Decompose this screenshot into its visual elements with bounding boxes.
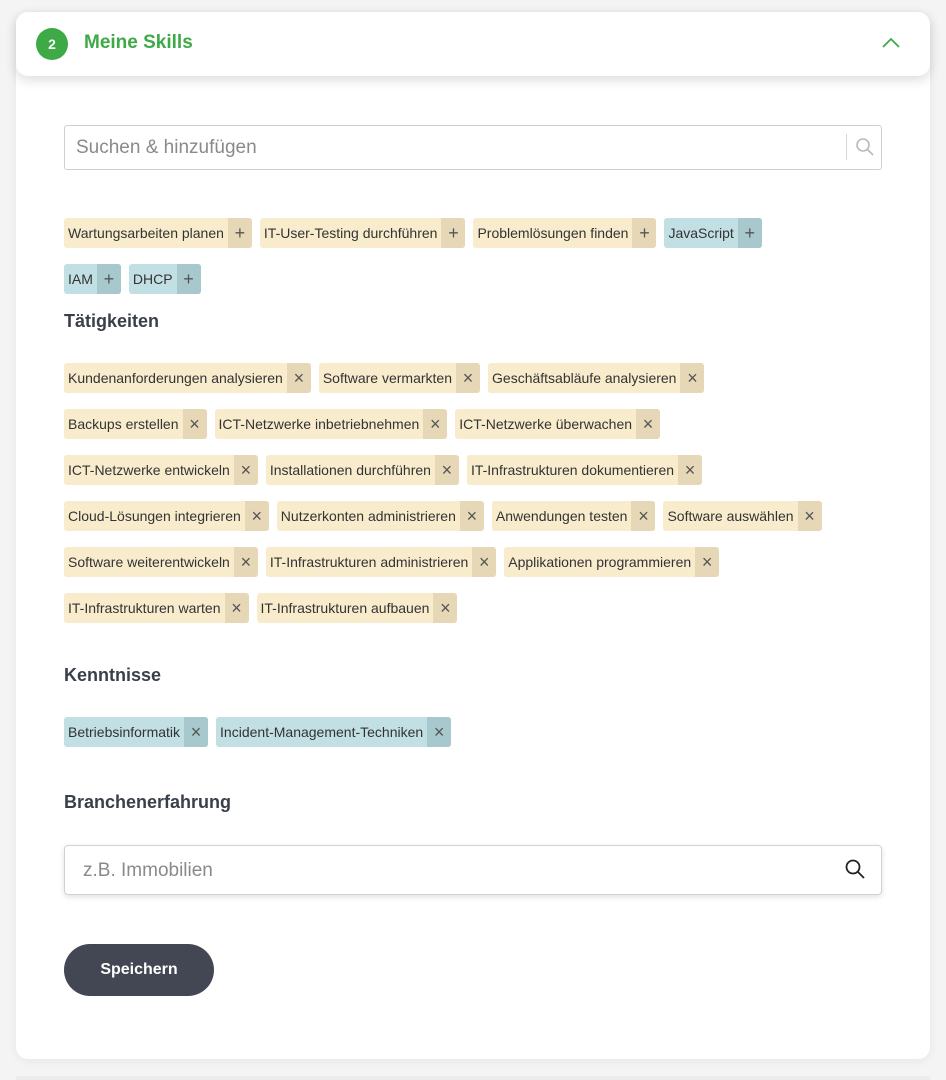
remove-skill-icon[interactable]: × (472, 547, 496, 577)
skill-search-box (64, 125, 882, 170)
skill-chip-label: IT-Infrastrukturen warten (68, 600, 221, 616)
skill-chip-label: Incident-Management-Techniken (220, 724, 424, 740)
skills-section-header[interactable] (16, 12, 930, 76)
suggested-skill-chip (64, 264, 121, 294)
skill-chip (64, 501, 269, 531)
industry-heading: Branchenerfahrung (64, 792, 232, 812)
skill-chip (266, 547, 496, 577)
next-section-edge (16, 1076, 930, 1080)
skill-chip-label: Geschäftsabläufe analysieren (492, 370, 677, 386)
skill-chip (663, 501, 821, 531)
step-number-badge: 2 (36, 28, 68, 60)
search-divider (846, 134, 847, 160)
chip-row (64, 547, 822, 577)
skill-chip-label: IT-Infrastrukturen aufbauen (260, 600, 430, 616)
chip-row (64, 501, 822, 531)
remove-skill-icon[interactable]: × (631, 501, 655, 531)
skill-chip-label: Wartungsarbeiten planen (68, 225, 224, 241)
skill-chip (64, 593, 249, 623)
skill-chip-label: ICT-Netzwerke entwickeln (68, 462, 230, 478)
skill-chip (277, 501, 484, 531)
skill-chip (455, 409, 660, 439)
remove-skill-icon[interactable]: × (678, 455, 702, 485)
skill-chip-label: Software auswählen (667, 508, 794, 524)
remove-skill-icon[interactable]: × (460, 501, 484, 531)
skill-chip-label: Betriebsinformatik (68, 724, 181, 740)
suggested-skill-chip (64, 218, 252, 248)
skill-chip-label: Cloud-Lösungen integrieren (68, 508, 241, 524)
skill-chip-label: Problemlösungen finden (477, 225, 629, 241)
remove-skill-icon[interactable]: × (184, 717, 208, 747)
chip-row (64, 593, 822, 623)
remove-skill-icon[interactable]: × (234, 455, 258, 485)
chip-row (64, 264, 762, 294)
remove-skill-icon[interactable]: × (456, 363, 480, 393)
skill-chip (467, 455, 702, 485)
remove-skill-icon[interactable]: × (798, 501, 822, 531)
skill-chip (64, 363, 311, 393)
add-skill-icon[interactable]: + (177, 264, 201, 294)
chip-row (64, 363, 822, 393)
skill-chip (492, 501, 656, 531)
skill-chip-label: DHCP (132, 271, 173, 287)
add-skill-icon[interactable]: + (738, 218, 762, 248)
skill-chip (216, 717, 451, 747)
save-button[interactable]: Speichern (64, 944, 214, 996)
industry-search-box (64, 845, 882, 895)
knowledge-heading: Kenntnisse (64, 665, 162, 685)
knowledge-list (64, 717, 451, 763)
remove-skill-icon[interactable]: × (680, 363, 704, 393)
suggested-skill-chip (664, 218, 761, 248)
add-skill-icon[interactable]: + (441, 218, 465, 248)
skill-chip (215, 409, 448, 439)
suggested-skill-chip (473, 218, 656, 248)
skill-chip (504, 547, 719, 577)
industry-search-input[interactable] (81, 857, 825, 885)
skill-chip (266, 455, 459, 485)
skill-chip-label: Installationen durchführen (269, 462, 431, 478)
skill-search-input[interactable] (74, 134, 838, 162)
skill-chip (64, 717, 208, 747)
section-title: Meine Skills (84, 32, 193, 53)
skill-chip (64, 455, 258, 485)
remove-skill-icon[interactable]: × (427, 717, 451, 747)
skill-chip-label: Software vermarkten (322, 370, 453, 386)
remove-skill-icon[interactable]: × (245, 501, 269, 531)
activities-heading: Tätigkeiten (64, 311, 160, 331)
chip-row (64, 717, 451, 747)
search-icon[interactable] (855, 137, 875, 157)
add-skill-icon[interactable]: + (97, 264, 121, 294)
remove-skill-icon[interactable]: × (695, 547, 719, 577)
suggested-skill-chip (129, 264, 201, 294)
remove-skill-icon[interactable]: × (435, 455, 459, 485)
remove-skill-icon[interactable]: × (423, 409, 447, 439)
skill-chip-label: Nutzerkonten administrieren (280, 508, 456, 524)
skill-chip (488, 363, 704, 393)
remove-skill-icon[interactable]: × (234, 547, 258, 577)
skill-chip-label: IT-Infrastrukturen dokumentieren (470, 462, 675, 478)
chip-row (64, 455, 822, 485)
chip-row (64, 218, 762, 248)
skill-chip-label: ICT-Netzwerke inbetriebnehmen (218, 416, 420, 432)
skill-chip (319, 363, 480, 393)
skill-chip-label: Applikationen programmieren (508, 554, 692, 570)
skill-chip-label: Software weiterentwickeln (68, 554, 230, 570)
remove-skill-icon[interactable]: × (636, 409, 660, 439)
activities-list (64, 363, 822, 639)
skill-chip (257, 593, 458, 623)
remove-skill-icon[interactable]: × (225, 593, 249, 623)
skill-chip-label: ICT-Netzwerke überwachen (459, 416, 633, 432)
skill-chip-label: IAM (68, 271, 93, 287)
skill-chip (64, 409, 207, 439)
remove-skill-icon[interactable]: × (287, 363, 311, 393)
chip-row (64, 409, 822, 439)
skill-chip-label: Kundenanforderungen analysieren (68, 370, 283, 386)
skill-chip-label: IT-User-Testing durchführen (263, 225, 438, 241)
add-skill-icon[interactable]: + (228, 218, 252, 248)
add-skill-icon[interactable]: + (632, 218, 656, 248)
remove-skill-icon[interactable]: × (433, 593, 457, 623)
skill-chip (64, 547, 258, 577)
skill-chip-label: Backups erstellen (68, 416, 179, 432)
search-icon[interactable] (845, 859, 865, 879)
suggested-skill-chip (260, 218, 466, 248)
chevron-up-icon[interactable] (882, 34, 900, 52)
skill-chip-label: IT-Infrastrukturen administrieren (269, 554, 469, 570)
suggested-skills (64, 218, 762, 310)
remove-skill-icon[interactable]: × (183, 409, 207, 439)
skill-chip-label: Anwendungen testen (495, 508, 628, 524)
skill-chip-label: JavaScript (668, 225, 734, 241)
